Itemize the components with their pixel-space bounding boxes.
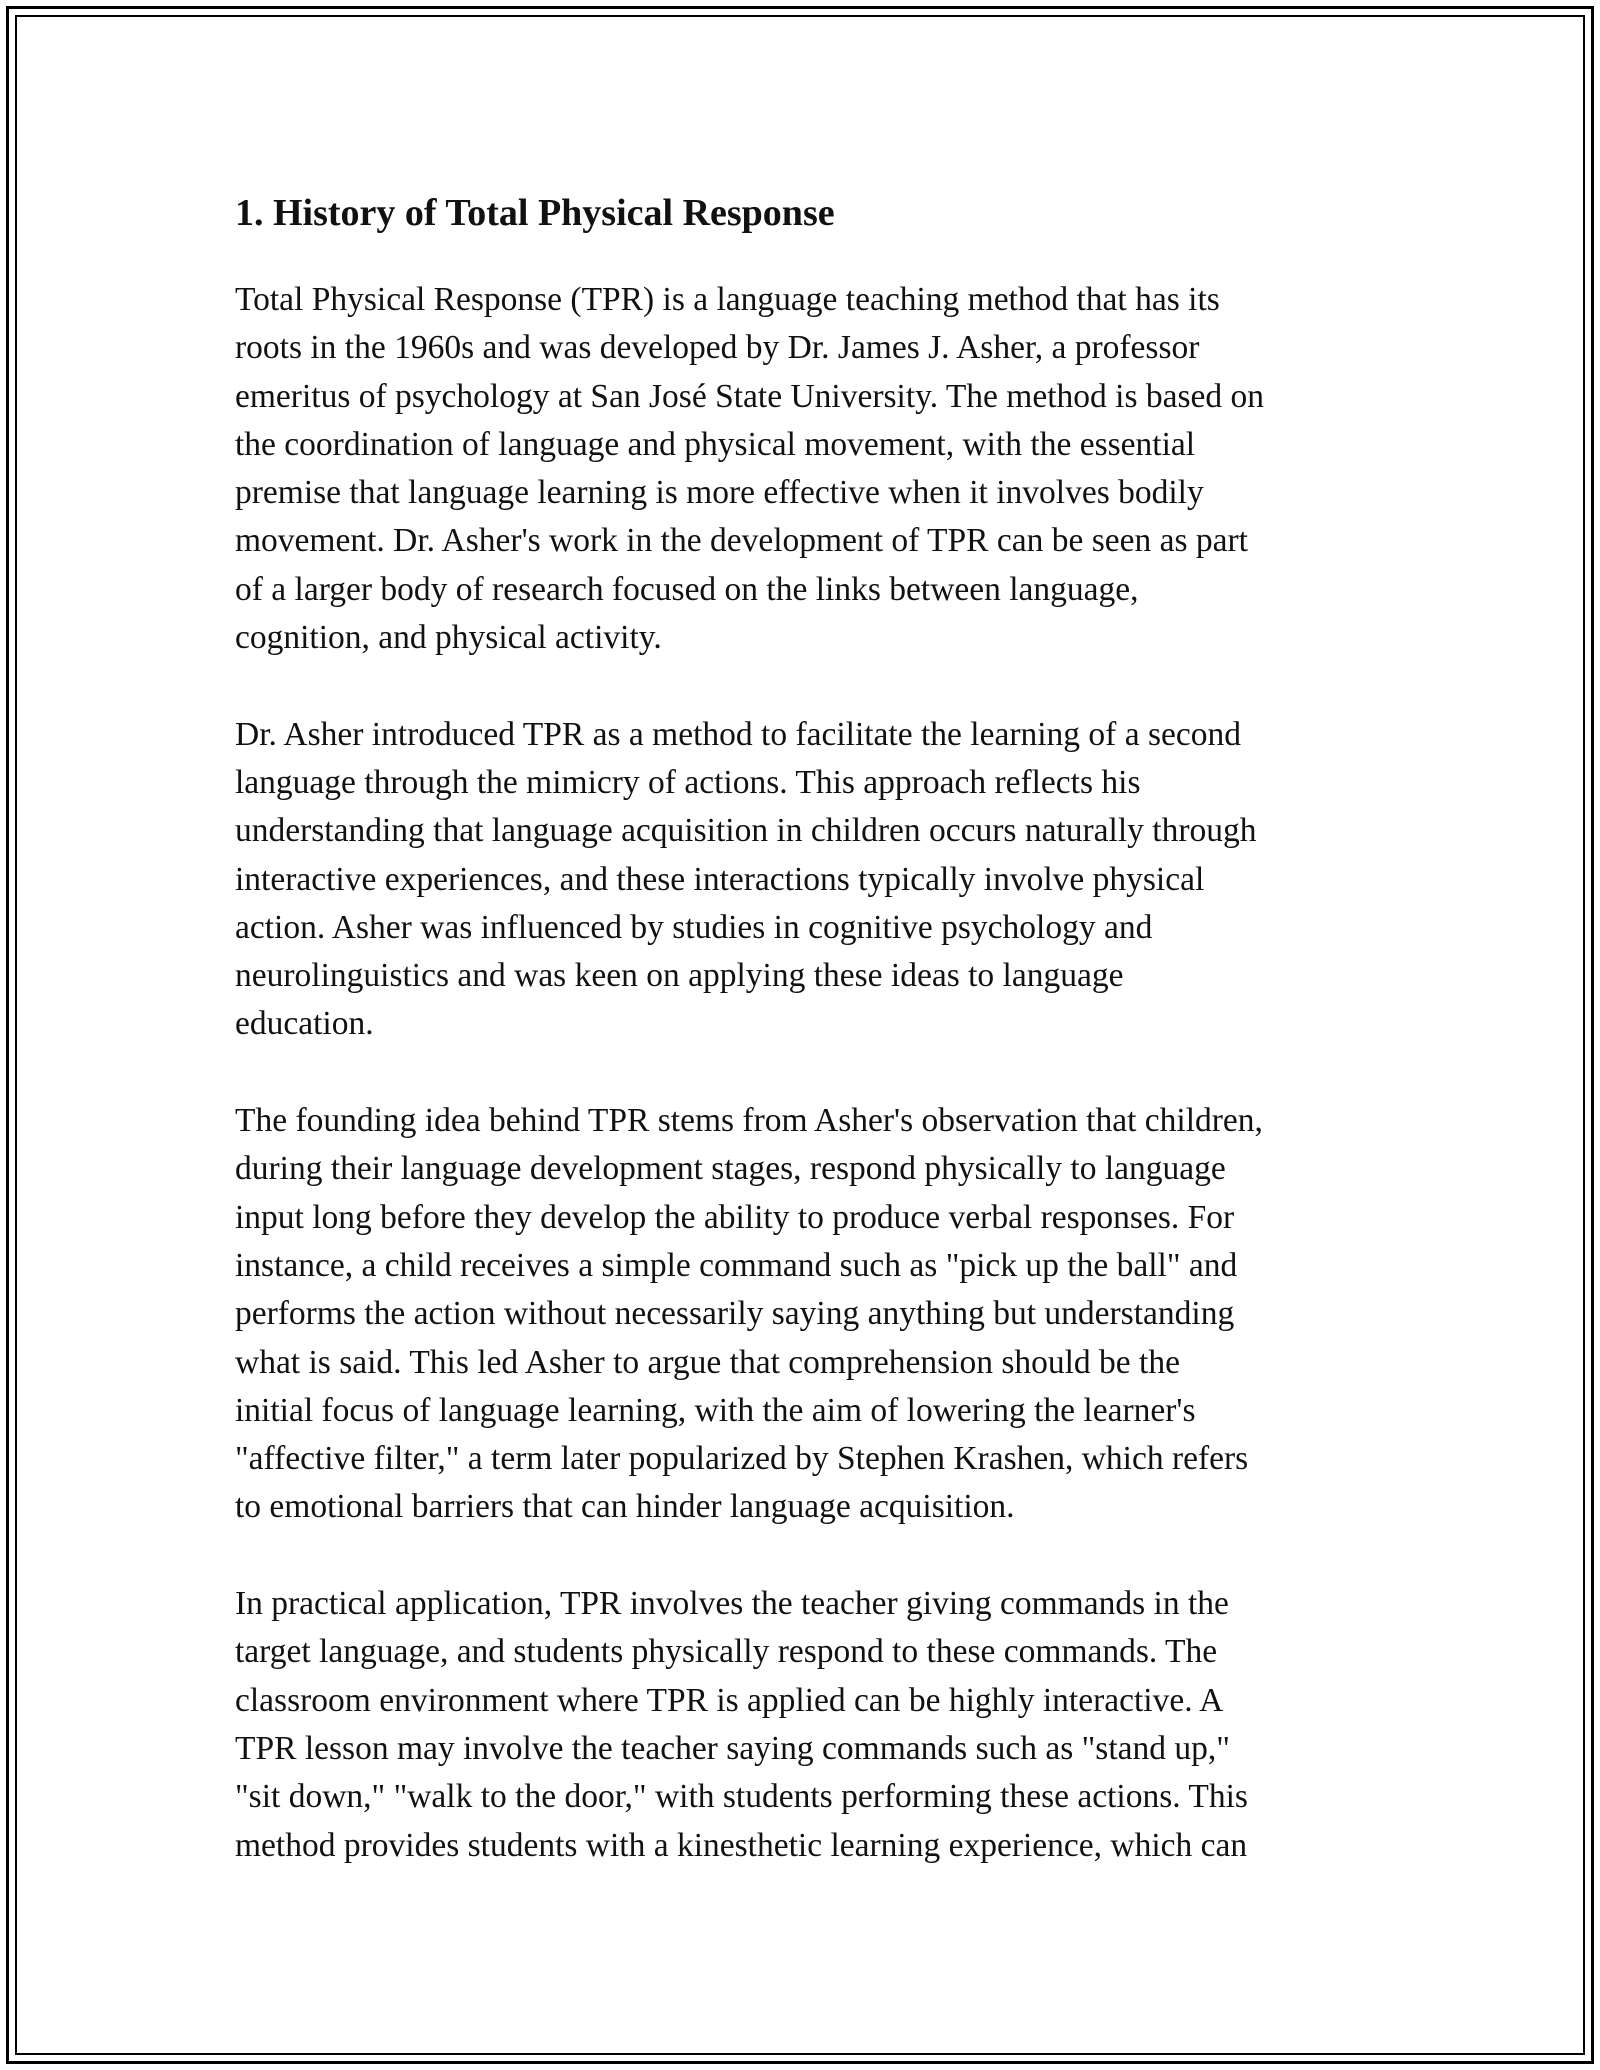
text-line: TPR lesson may involve the teacher saying commands such as "stand up,"	[235, 1729, 1230, 1767]
document-body	[235, 184, 1375, 1918]
text-line: In practical application, TPR involves the teacher giving commands in the	[235, 1585, 1229, 1623]
paragraph-2	[235, 711, 1375, 1049]
text-line: target language, and students physically respond to these commands. The	[235, 1633, 1218, 1671]
text-line: premise that language learning is more effective when it involves bodily	[235, 474, 1204, 512]
text-line: method provides students with a kinesthetic learning experience, which can	[235, 1826, 1248, 1864]
text-line: "sit down," "walk to the door," with students performing these actions. This	[235, 1778, 1248, 1816]
text-line: language through the mimicry of actions. This approach reflects his	[235, 763, 1141, 801]
text-line: action. Asher was influenced by studies in cognitive psychology and	[235, 908, 1153, 946]
text-line: Dr. Asher introduced TPR as a method to facilitate the learning of a second	[235, 715, 1241, 753]
text-line: performs the action without necessarily saying anything but understanding	[235, 1295, 1235, 1333]
text-line: interactive experiences, and these interactions typically involve physical	[235, 860, 1205, 898]
text-line: understanding that language acquisition in children occurs naturally through	[235, 812, 1257, 850]
paragraph-4	[235, 1580, 1375, 1870]
text-line: neurolinguistics and was keen on applying these ideas to language	[235, 957, 1124, 995]
text-line: of a larger body of research focused on the links between language,	[235, 570, 1139, 608]
text-line: instance, a child receives a simple command such as "pick up the ball" and	[235, 1246, 1238, 1284]
text-line: classroom environment where TPR is applied can be highly interactive. A	[235, 1681, 1224, 1719]
text-line: roots in the 1960s and was developed by Dr. James J. Asher, a professor	[235, 329, 1200, 367]
text-line: movement. Dr. Asher's work in the development of TPR can be seen as part	[235, 522, 1248, 560]
text-line: "affective filter," a term later popularized by Stephen Krashen, which refers	[235, 1440, 1249, 1478]
section-heading: 1. History of Total Physical Response	[235, 192, 835, 234]
text-line: emeritus of psychology at San José State University. The method is based on	[235, 377, 1265, 415]
paragraph-3	[235, 1097, 1375, 1532]
paragraph-1	[235, 276, 1375, 662]
text-line: cognition, and physical activity.	[235, 619, 662, 657]
text-line: input long before they develop the ability to produce verbal responses. For	[235, 1198, 1235, 1236]
text-line: the coordination of language and physical movement, with the essential	[235, 425, 1196, 463]
text-line: to emotional barriers that can hinder language acquisition.	[235, 1488, 1015, 1526]
text-line: initial focus of language learning, with the aim of lowering the learner's	[235, 1391, 1196, 1429]
text-line: Total Physical Response (TPR) is a language teaching method that has its	[235, 281, 1220, 318]
text-line: what is said. This led Asher to argue that comprehension should be the	[235, 1343, 1180, 1381]
text-line: during their language development stages, respond physically to language	[235, 1150, 1226, 1188]
text-line: education.	[235, 1005, 374, 1043]
text-line: The founding idea behind TPR stems from Asher's observation that children,	[235, 1102, 1263, 1140]
